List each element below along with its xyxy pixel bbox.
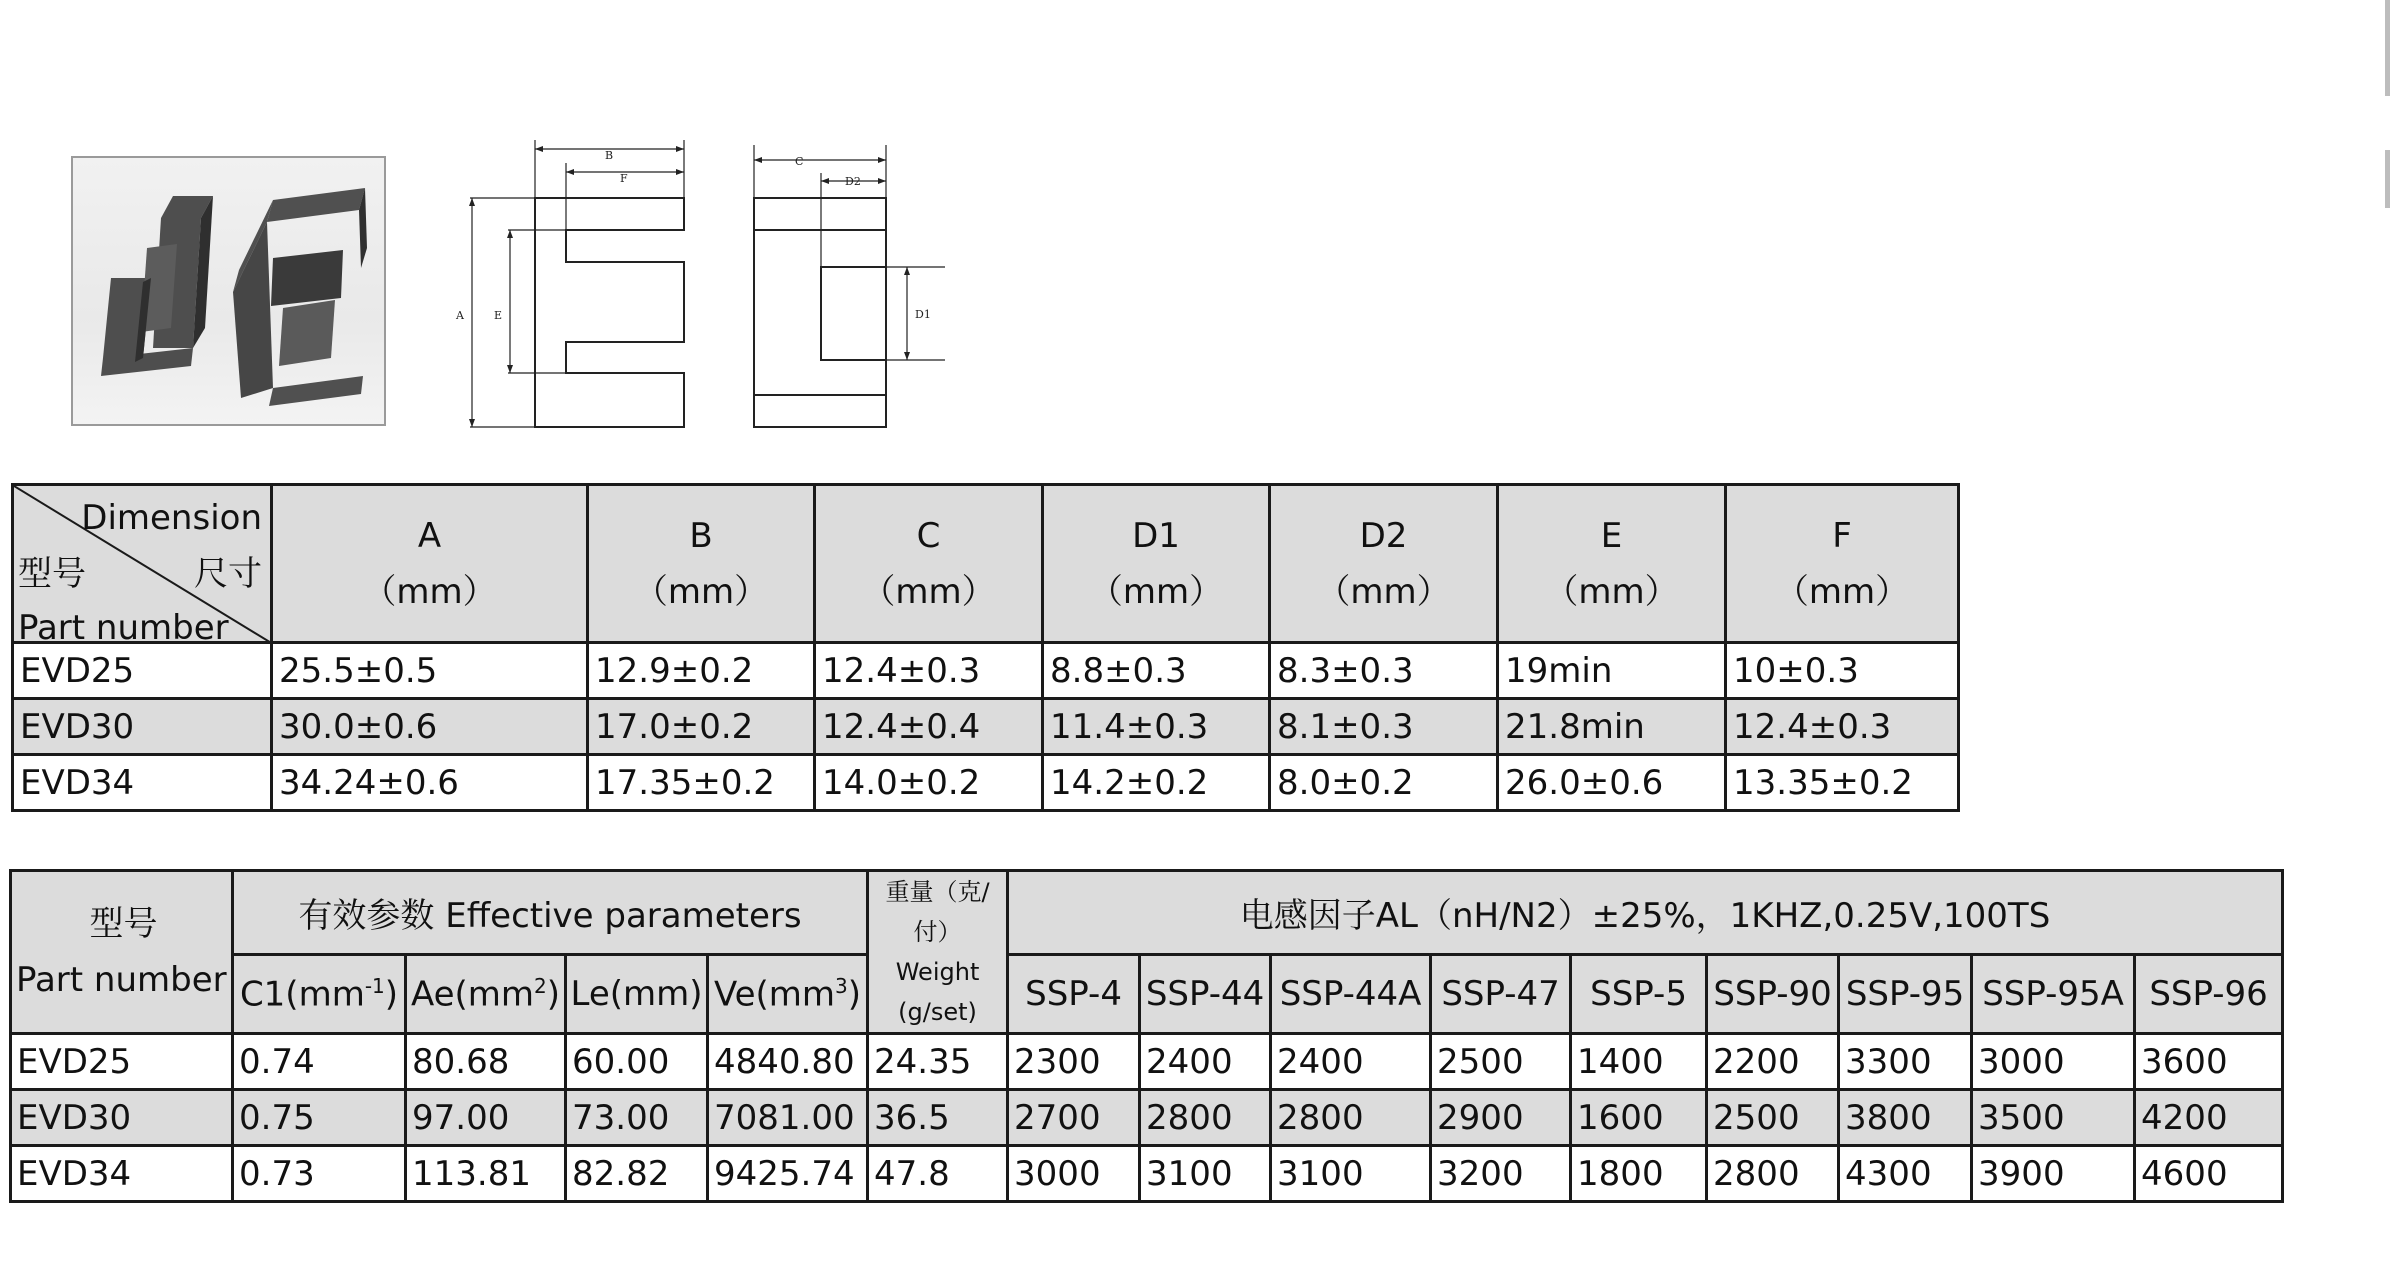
al-cell: 2400 bbox=[1271, 1034, 1431, 1090]
value-cell: 26.0±0.6 bbox=[1498, 755, 1726, 811]
al-cell: 3300 bbox=[1839, 1034, 1972, 1090]
al-cell: 2400 bbox=[1140, 1034, 1271, 1090]
part-cell: EVD25 bbox=[11, 1034, 233, 1090]
value-cell: 17.35±0.2 bbox=[588, 755, 815, 811]
dimension-table bbox=[11, 483, 1960, 812]
value-cell: 25.5±0.5 bbox=[272, 643, 588, 699]
al-cell: 2200 bbox=[1707, 1034, 1839, 1090]
param-header-row-1 bbox=[11, 871, 2283, 955]
c1-cell: 0.75 bbox=[233, 1090, 406, 1146]
le-cell: 82.82 bbox=[566, 1146, 708, 1202]
ae-cell: 97.00 bbox=[406, 1090, 566, 1146]
part-cell: EVD30 bbox=[11, 1090, 233, 1146]
corner-dimension: Dimension bbox=[81, 498, 262, 538]
al-cell: 3900 bbox=[1972, 1146, 2135, 1202]
label-a: A bbox=[456, 309, 464, 322]
al-cell: 3200 bbox=[1431, 1146, 1571, 1202]
weight-cell: 47.8 bbox=[868, 1146, 1008, 1202]
value-cell: 8.3±0.3 bbox=[1270, 643, 1498, 699]
ve-cell: 7081.00 bbox=[708, 1090, 868, 1146]
al-cell: 4300 bbox=[1839, 1146, 1972, 1202]
label-c: C bbox=[795, 155, 804, 168]
ferrite-core-image bbox=[73, 158, 384, 424]
table-row bbox=[13, 643, 1959, 699]
al-cell: 1400 bbox=[1571, 1034, 1707, 1090]
label-d1: D1 bbox=[915, 308, 931, 321]
value-cell: 10±0.3 bbox=[1726, 643, 1959, 699]
al-col-header: SSP-90 bbox=[1707, 954, 1839, 1033]
al-col-header: SSP-96 bbox=[2135, 954, 2283, 1033]
al-cell: 3800 bbox=[1839, 1090, 1972, 1146]
al-col-header: SSP-44A bbox=[1271, 954, 1431, 1033]
al-cell: 4200 bbox=[2135, 1090, 2283, 1146]
value-cell: 14.0±0.2 bbox=[815, 755, 1043, 811]
table-row bbox=[13, 699, 1959, 755]
label-f: F bbox=[620, 172, 628, 185]
col-header-e: E （mm） bbox=[1498, 485, 1726, 643]
al-cell: 3100 bbox=[1140, 1146, 1271, 1202]
value-cell: 34.24±0.6 bbox=[272, 755, 588, 811]
value-cell: 12.4±0.3 bbox=[1726, 699, 1959, 755]
front-view-drawing bbox=[440, 135, 700, 435]
corner-part-number: Part number bbox=[18, 608, 229, 643]
value-cell: 8.1±0.3 bbox=[1270, 699, 1498, 755]
al-cell: 2800 bbox=[1271, 1090, 1431, 1146]
value-cell: 8.0±0.2 bbox=[1270, 755, 1498, 811]
part-cell: EVD25 bbox=[13, 643, 272, 699]
al-cell: 2700 bbox=[1008, 1090, 1140, 1146]
col-header-d2: D2 （mm） bbox=[1270, 485, 1498, 643]
al-col-header: SSP-95A bbox=[1972, 954, 2135, 1033]
ve-header: $Ve(mm^3)$ bbox=[708, 954, 868, 1033]
al-col-header: SSP-47 bbox=[1431, 954, 1571, 1033]
part-cell: EVD34 bbox=[13, 755, 272, 811]
label-e: E bbox=[494, 309, 503, 322]
al-cell: 3000 bbox=[1008, 1146, 1140, 1202]
ve-cell: 4840.80 bbox=[708, 1034, 868, 1090]
value-cell: 11.4±0.3 bbox=[1043, 699, 1270, 755]
c1-cell: 0.73 bbox=[233, 1146, 406, 1202]
value-cell: 13.35±0.2 bbox=[1726, 755, 1959, 811]
corner-size-cn: 尺寸 bbox=[194, 554, 262, 594]
edge-artifact bbox=[2385, 0, 2390, 96]
al-cell: 2900 bbox=[1431, 1090, 1571, 1146]
part-number-header: 型号 Part number bbox=[11, 871, 233, 1034]
al-cell: 2300 bbox=[1008, 1034, 1140, 1090]
le-cell: 60.00 bbox=[566, 1034, 708, 1090]
al-col-header: SSP-5 bbox=[1571, 954, 1707, 1033]
weight-header: 重量（克/付） Weight (g/set) bbox=[868, 871, 1008, 1034]
col-header-b: B （mm） bbox=[588, 485, 815, 643]
value-cell: 30.0±0.6 bbox=[272, 699, 588, 755]
part-cell: EVD30 bbox=[13, 699, 272, 755]
col-header-d1: D1 （mm） bbox=[1043, 485, 1270, 643]
al-cell: 1600 bbox=[1571, 1090, 1707, 1146]
table-row bbox=[11, 1146, 2283, 1202]
dimension-header-row bbox=[13, 485, 1959, 643]
value-cell: 19min bbox=[1498, 643, 1726, 699]
parameters-table bbox=[9, 869, 2284, 1203]
al-cell: 2800 bbox=[1140, 1090, 1271, 1146]
value-cell: 12.4±0.4 bbox=[815, 699, 1043, 755]
effective-parameters-header: 有效参数 Effective parameters bbox=[233, 871, 868, 955]
al-cell: 2500 bbox=[1707, 1090, 1839, 1146]
al-cell: 3600 bbox=[2135, 1034, 2283, 1090]
al-cell: 2800 bbox=[1707, 1146, 1839, 1202]
part-cell: EVD34 bbox=[11, 1146, 233, 1202]
weight-cell: 36.5 bbox=[868, 1090, 1008, 1146]
al-cell: 3100 bbox=[1271, 1146, 1431, 1202]
col-header-a: A （mm） bbox=[272, 485, 588, 643]
le-header: Le(mm) bbox=[566, 954, 708, 1033]
al-cell: 4600 bbox=[2135, 1146, 2283, 1202]
value-cell: 12.4±0.3 bbox=[815, 643, 1043, 699]
al-col-header: SSP-4 bbox=[1008, 954, 1140, 1033]
value-cell: 17.0±0.2 bbox=[588, 699, 815, 755]
col-header-c: C （mm） bbox=[815, 485, 1043, 643]
col-header-f: F （mm） bbox=[1726, 485, 1959, 643]
al-cell: 3500 bbox=[1972, 1090, 2135, 1146]
ae-header: $Ae(mm^2)$ bbox=[406, 954, 566, 1033]
label-b: B bbox=[605, 149, 614, 162]
value-cell: 8.8±0.3 bbox=[1043, 643, 1270, 699]
al-header: 电感因子AL（nH/N2）±25%，1KHZ,0.25V,100TS bbox=[1008, 871, 2283, 955]
label-d2: D2 bbox=[845, 175, 861, 188]
c1-header: $C1(mm^{-1})$ bbox=[233, 954, 406, 1033]
param-header-row-2 bbox=[11, 954, 2283, 1033]
table-row bbox=[13, 755, 1959, 811]
corner-header bbox=[13, 485, 272, 643]
al-cell: 1800 bbox=[1571, 1146, 1707, 1202]
le-cell: 73.00 bbox=[566, 1090, 708, 1146]
corner-model-cn: 型号 bbox=[18, 554, 86, 594]
edge-artifact bbox=[2385, 150, 2390, 208]
product-photo bbox=[71, 156, 386, 426]
al-cell: 3000 bbox=[1972, 1034, 2135, 1090]
value-cell: 12.9±0.2 bbox=[588, 643, 815, 699]
al-cell: 2500 bbox=[1431, 1034, 1571, 1090]
value-cell: 14.2±0.2 bbox=[1043, 755, 1270, 811]
table-row bbox=[11, 1090, 2283, 1146]
value-cell: 21.8min bbox=[1498, 699, 1726, 755]
side-view-drawing bbox=[735, 135, 955, 435]
c1-cell: 0.74 bbox=[233, 1034, 406, 1090]
weight-cell: 24.35 bbox=[868, 1034, 1008, 1090]
ae-cell: 80.68 bbox=[406, 1034, 566, 1090]
ve-cell: 9425.74 bbox=[708, 1146, 868, 1202]
al-col-header: SSP-44 bbox=[1140, 954, 1271, 1033]
table-row bbox=[11, 1034, 2283, 1090]
al-col-header: SSP-95 bbox=[1839, 954, 1972, 1033]
ae-cell: 113.81 bbox=[406, 1146, 566, 1202]
